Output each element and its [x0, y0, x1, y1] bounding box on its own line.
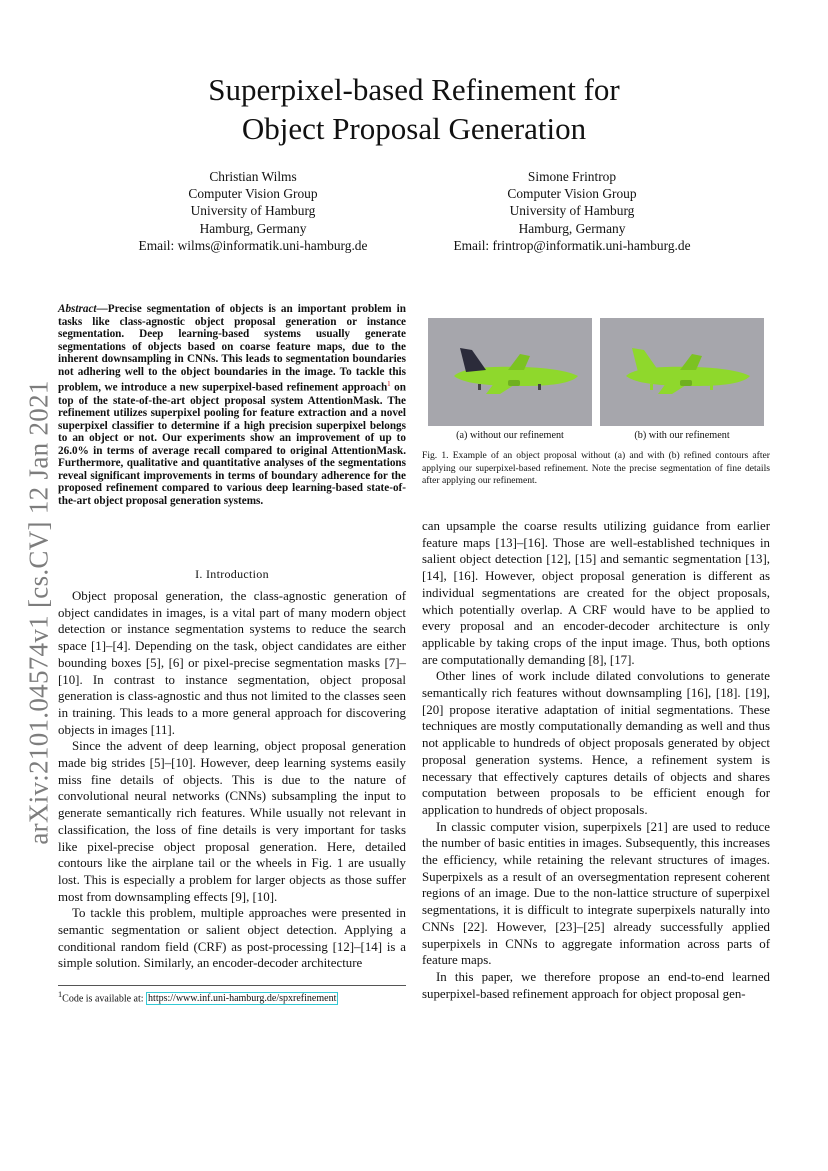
author-location: Hamburg, Germany	[518, 220, 626, 236]
figure-caption: Fig. 1. Example of an object proposal without (a) and with (b) refined contours after applying our superpixel-based refinement. Note the precise segmentation of fine details after applying our refinement.	[422, 450, 770, 487]
arxiv-label: arXiv:2101.04574v1 [cs.CV] 12 Jan 2021	[23, 380, 54, 845]
paragraph: Since the advent of deep learning, object proposal generation made big strides [5]–[10]. However, deep learning systems easily miss fine details of objects. This is due to the nature of convolutional neural networks (CNNs) subsampling the input to generate semantically rich features. While usually not relevant in classification, the loss of fine details is very important for tasks like pixel-precise object proposal generation. Here, detailed contours like the airplane tail or the wheels in Fig. 1 are usually lost. This is especially a problem for larger objects as those suffer most from downsampling effects [9], [10].	[58, 739, 406, 904]
paragraph: In this paper, we therefore propose an end-to-end learned superpixel-based refinement approach for object proposal gen-	[422, 969, 770, 1001]
paragraph: can upsample the coarse results utilizing guidance from earlier feature maps [13]–[16]. Those are well-established techniques in salient object detection [12], [15] and semantic segmentation [13], [14], [16]. However, object proposal generation is different as individual segmentations are created for the object proposals, which potentially overlap. A CRF would have to be applied to every proposal and an encoder-decoder architecture is only applicable by taking crops of the input image. Thus, both options are computationally demanding [8], [17].	[422, 519, 770, 667]
author-university: University of Hamburg	[509, 203, 635, 219]
author-affiliation: Computer Vision Group	[188, 186, 318, 202]
figure-panel-b	[600, 318, 764, 426]
airplane-refined-mask	[600, 318, 764, 426]
paragraph: Object proposal generation, the class-agnostic generation of object candidates in images, is a vital part of many modern object detection or instance segmentation systems to reduce the search space [1]–[4]. Depending on the task, object candidates are either bounding boxes [5], [6] or pixel-precise segmentation masks [7]–[10]. In contrast to instance segmentation, object proposal generation is class-agnostic and thus not limited to the classes seen in training. This leads to a more general approach for discovering objects in images [11].	[58, 589, 406, 737]
author-name: Christian Wilms	[209, 169, 297, 184]
section-heading-introduction: I. Introduction	[195, 567, 269, 581]
footnote	[58, 985, 406, 1005]
figure-subcaption-a: (a) without our refinement	[456, 430, 564, 441]
author-block-1	[103, 168, 403, 254]
author-email[interactable]: Email: wilms@informatik.uni-hamburg.de	[138, 237, 368, 253]
paragraph: To tackle this problem, multiple approaches were presented in semantic segmentation or salient object detection. Applying a conditional random field (CRF) as post-processing [12]–[14] is a simple solution. Similarly, an encoder-decoder architecture	[58, 906, 406, 971]
abstract-text-2: on top of the state-of-the-art object proposal system AttentionMask. The refinement utilizes superpixel pooling for feature extraction and a novel superpixel classifier to determine if a high precision superpixel belongs to an object or not. Our experiments show an improvement of up to 26.0% in terms of average recall compared to original AttentionMask. Furthermore, qualitative and quantitative analyses of the segmentations reveal significant improvements in terms of boundary adherence for the proposed refinement compared to various deep learning-based state-of-the-art object proposal generation systems.	[58, 382, 406, 507]
abstract-lead: Abstract	[58, 303, 97, 315]
footnote-link[interactable]: https://www.inf.uni-hamburg.de/spxrefinement	[148, 993, 337, 1005]
title-line-2: Object Proposal Generation	[241, 111, 587, 146]
left-column-body	[58, 588, 406, 972]
paragraph: Other lines of work include dilated convolutions to generate semantically rich features without downsampling [16], [18]. [19], [20] propose iterative adaptation of initial segmentations. These techniques are mostly computationally demanding as well and thus not applicable to hundreds of object proposals generated by object proposal generation systems. Hence, a refinement system is necessary that effectively captures details of objects and shares computation between proposals to be efficient enough for application to hundreds of object proposals.	[422, 669, 770, 817]
arxiv-identifier	[21, 365, 57, 860]
author-university: University of Hamburg	[190, 203, 316, 219]
author-name: Simone Frintrop	[527, 169, 617, 184]
right-column-body	[422, 518, 770, 1002]
author-block-2	[422, 168, 722, 254]
author-email[interactable]: Email: frintrop@informatik.uni-hamburg.de	[453, 237, 691, 253]
abstract-text-1: —Precise segmentation of objects is an important problem in tasks like class-agnostic object proposal generation or instance segmentation. Deep learning-based systems usually generate segmentations of objects based on coarse feature maps, due to the inherent downsampling in CNNs. This leads to segmentation boundaries not adhering well to the object boundaries in the image. To tackle this problem, we introduce a new superpixel-based refinement approach	[58, 303, 406, 395]
figure-subcaption-b: (b) with our refinement	[634, 430, 730, 441]
abstract	[58, 303, 406, 507]
airplane-unrefined-mask	[428, 318, 592, 426]
paper-title	[100, 70, 728, 148]
footnote-mark[interactable]: 1	[387, 380, 391, 389]
footnote-number: 1	[58, 990, 63, 999]
footnote-text: Code is available at:	[62, 993, 144, 1005]
figure-panel-a	[428, 318, 592, 426]
figure-1-images	[428, 318, 766, 426]
paragraph: In classic computer vision, superpixels [21] are used to reduce the number of basic entities in images. Subsequently, this increases the efficiency, while retaining the relevant structures of images. Superpixels as a result of an oversegmentation represent coherent regions of an image. Due to the non-lattice structure of superpixel segmentations, it is difficult to integrate superpixels naturally into CNNs [22]. However, [23]–[25] already successfully applied superpixels in CNNs to aggregate information across parts of feature maps.	[422, 819, 770, 968]
title-line-1: Superpixel-based Refinement for	[208, 72, 620, 107]
author-location: Hamburg, Germany	[199, 220, 307, 236]
author-affiliation: Computer Vision Group	[507, 186, 637, 202]
